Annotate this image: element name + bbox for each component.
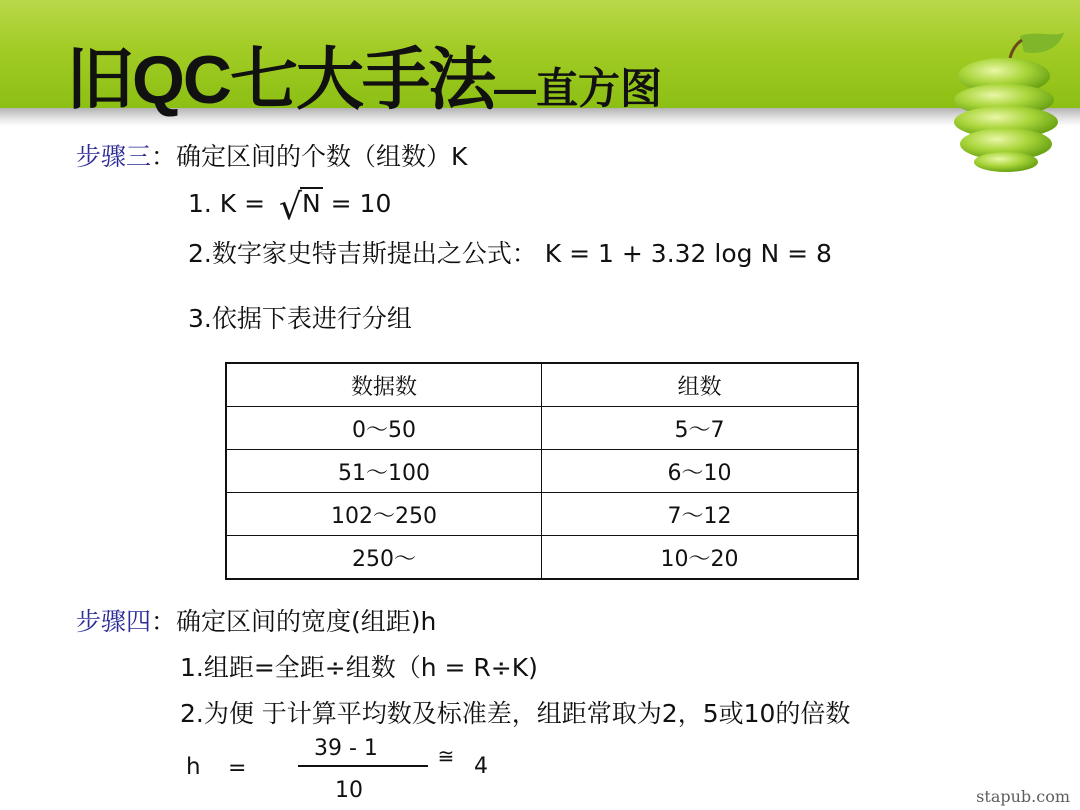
- table-header-row: [226, 363, 858, 407]
- watermark: stapub.com: [976, 787, 1070, 806]
- cell-data-count: 250～: [226, 536, 542, 580]
- cell-data-count: 102～250: [226, 493, 542, 536]
- step3-text: ：确定区间的个数（组数）K: [151, 142, 468, 171]
- table-row: [226, 407, 858, 450]
- header-group-count: 组数: [542, 363, 859, 407]
- cell-group-count: 7～12: [542, 493, 859, 536]
- formula-result: 4: [474, 754, 488, 779]
- sqrt-radicand: N: [302, 189, 321, 218]
- step4-line1: 1.组距=全距÷组数（h = R÷K): [180, 653, 538, 682]
- fraction-bar: [298, 765, 428, 767]
- step3-line1-post: = 10: [322, 189, 392, 218]
- header-data-count: 数据数: [226, 363, 542, 407]
- step3-line1: [188, 187, 392, 228]
- formula-denominator: 10: [335, 778, 363, 803]
- cell-group-count: 10～20: [542, 536, 859, 580]
- step3-line2: 2.数字家史特吉斯提出之公式： K = 1 + 3.32 log N = 8: [188, 239, 832, 268]
- step4-label: 步骤四: [76, 607, 152, 636]
- sqrt-expression: [273, 187, 323, 228]
- formula-numerator: 39 - 1: [314, 736, 378, 761]
- grouping-table: [225, 362, 859, 580]
- step3-label: 步骤三: [76, 142, 152, 171]
- sqrt-sign: √: [279, 187, 302, 228]
- step3-heading: [76, 140, 467, 174]
- table-row: [226, 493, 858, 536]
- table-row: [226, 536, 858, 580]
- title-sub: —直方图: [494, 65, 663, 112]
- step4-line2: 2.为便 于计算平均数及标准差，组距常取为2，5或10的倍数: [180, 699, 851, 728]
- step4-heading: [76, 605, 436, 639]
- cell-data-count: 0～50: [226, 407, 542, 450]
- green-apple-icon: [942, 28, 1072, 178]
- formula-lhs: h: [186, 754, 201, 780]
- title-main: 旧QC七大手法: [66, 42, 495, 118]
- formula-equals: =: [228, 756, 247, 781]
- cell-data-count: 51～100: [226, 450, 542, 493]
- step3-line1-pre: 1. K =: [188, 189, 274, 218]
- step3-line3: 3.依据下表进行分组: [188, 304, 412, 333]
- approx-equal-sign: ≅: [437, 744, 455, 768]
- step4-text: ：确定区间的宽度(组距)h: [151, 607, 437, 636]
- table-row: [226, 450, 858, 493]
- cell-group-count: 6～10: [542, 450, 859, 493]
- slide-title: [66, 26, 662, 123]
- cell-group-count: 5～7: [542, 407, 859, 450]
